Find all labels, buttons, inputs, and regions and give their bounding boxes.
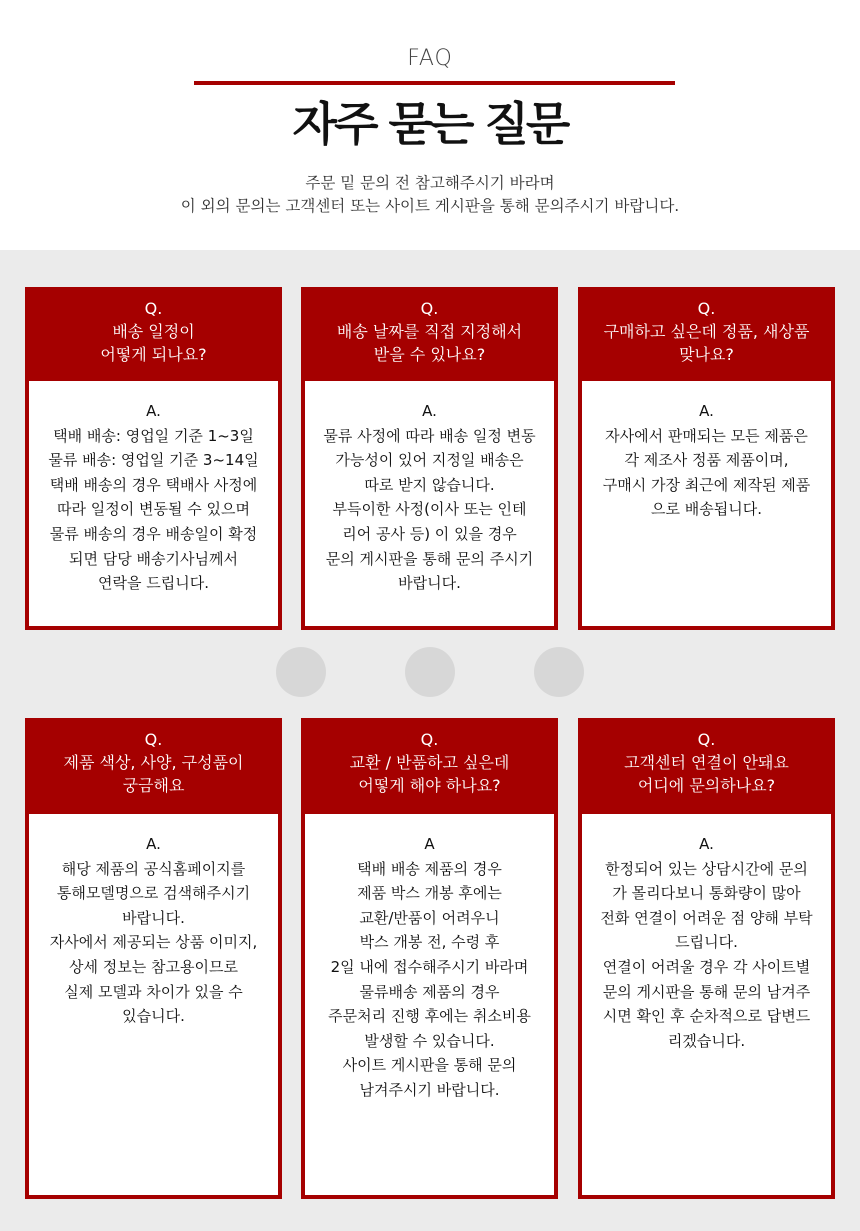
question-label: Q.: [697, 299, 716, 318]
intro-line-1: 주문 밑 문의 전 참고해주시기 바라며: [305, 174, 555, 192]
question-box: [29, 722, 278, 814]
answer-box: [582, 381, 831, 522]
intro-line-2: 이 외의 문의는 고객센터 또는 사이트 게시판을 통해 문의주시기 바랍니다.: [180, 197, 680, 215]
answer-box: [305, 381, 554, 596]
question-box: [582, 291, 831, 381]
answer-box: [305, 814, 554, 1103]
faq-card-genuine-product: [578, 287, 835, 630]
faq-card-exchange-return: [301, 718, 558, 1199]
page-title: 자주 묻는 질문: [292, 97, 568, 151]
answer-label: A.: [146, 402, 161, 420]
title-divider: [194, 81, 675, 85]
faq-header: [0, 0, 860, 250]
question-label: Q.: [420, 299, 439, 318]
question-box: [29, 291, 278, 381]
answer-text: 택배 배송 제품의 경우 제품 박스 개봉 후에는 교환/반품이 어려우니 박스 개봉 전, 수령 후 2일 내에 접수해주시기 바라며 물류배송 제품의 경우 주문처리 진행 후에는 취소비용 발생할 수 있습니다. 사이트 게시판을 통해 문의 남겨주시기 바랍니다.: [328, 859, 531, 1099]
faq-label: FAQ: [407, 46, 453, 71]
question-label: Q.: [144, 730, 163, 749]
faq-card-customer-center: [578, 718, 835, 1199]
answer-text: 물류 사정에 따라 배송 일정 변동 가능성이 있어 지정일 배송은 따로 받지 않습니다. 부득이한 사정(이사 또는 인테 리어 공사 등) 이 있을 경우 문의 게시판을 통해 문의 주시기 바랍니다.: [323, 426, 536, 593]
decorative-dot: [534, 647, 584, 697]
answer-box: [29, 381, 278, 596]
question-box: [582, 722, 831, 814]
decorative-dot: [405, 647, 455, 697]
answer-text: 택배 배송: 영업일 기준 1~3일 물류 배송: 영업일 기준 3~14일 택배 배송의 경우 택배사 사정에 따라 일정이 변동될 수 있으며 물류 배송의 경우 배송일이 확정 되면 담당 배송기사님께서 연락을 드립니다.: [48, 426, 259, 593]
decorative-dot: [276, 647, 326, 697]
answer-box: [582, 814, 831, 1053]
answer-label: A.: [146, 835, 161, 853]
question-label: Q.: [420, 730, 439, 749]
answer-label: A.: [422, 402, 437, 420]
question-text: 배송 날짜를 직접 지정해서 받을 수 있나요?: [336, 322, 523, 364]
question-text: 고객센터 연결이 안돼요 어디에 문의하나요?: [624, 753, 789, 795]
faq-card-shipping-schedule: [25, 287, 282, 630]
answer-label: A: [424, 835, 435, 853]
question-text: 배송 일정이 어떻게 되나요?: [100, 322, 207, 364]
question-box: [305, 722, 554, 814]
answer-label: A.: [699, 402, 714, 420]
faq-card-product-specs: [25, 718, 282, 1199]
answer-text: 자사에서 판매되는 모든 제품은 각 제조사 정품 제품이며, 구매시 가장 최근에 제작된 제품 으로 배송됩니다.: [602, 426, 811, 519]
answer-label: A.: [699, 835, 714, 853]
answer-box: [29, 814, 278, 1029]
intro-text: [0, 172, 860, 218]
question-text: 교환 / 반품하고 싶은데 어떻게 해야 하나요?: [349, 753, 510, 795]
question-text: 제품 색상, 사양, 구성품이 궁금해요: [63, 753, 244, 795]
question-text: 구매하고 싶은데 정품, 새상품 맞나요?: [603, 322, 810, 364]
faq-card-delivery-date: [301, 287, 558, 630]
question-label: Q.: [697, 730, 716, 749]
answer-text: 해당 제품의 공식홈페이지를 통해모델명으로 검색해주시기 바랍니다. 자사에서 제공되는 상품 이미지, 상세 정보는 참고용이므로 실제 모델과 차이가 있을 수 있습니다.: [49, 859, 258, 1026]
question-box: [305, 291, 554, 381]
question-label: Q.: [144, 299, 163, 318]
answer-text: 한정되어 있는 상담시간에 문의 가 몰리다보니 통화량이 많아 전화 연결이 어려운 점 양해 부탁 드립니다. 연결이 어려울 경우 각 사이트별 문의 게시판을 통해 문의 남겨주 시면 확인 후 순차적으로 답변드 리겠습니다.: [600, 859, 813, 1050]
